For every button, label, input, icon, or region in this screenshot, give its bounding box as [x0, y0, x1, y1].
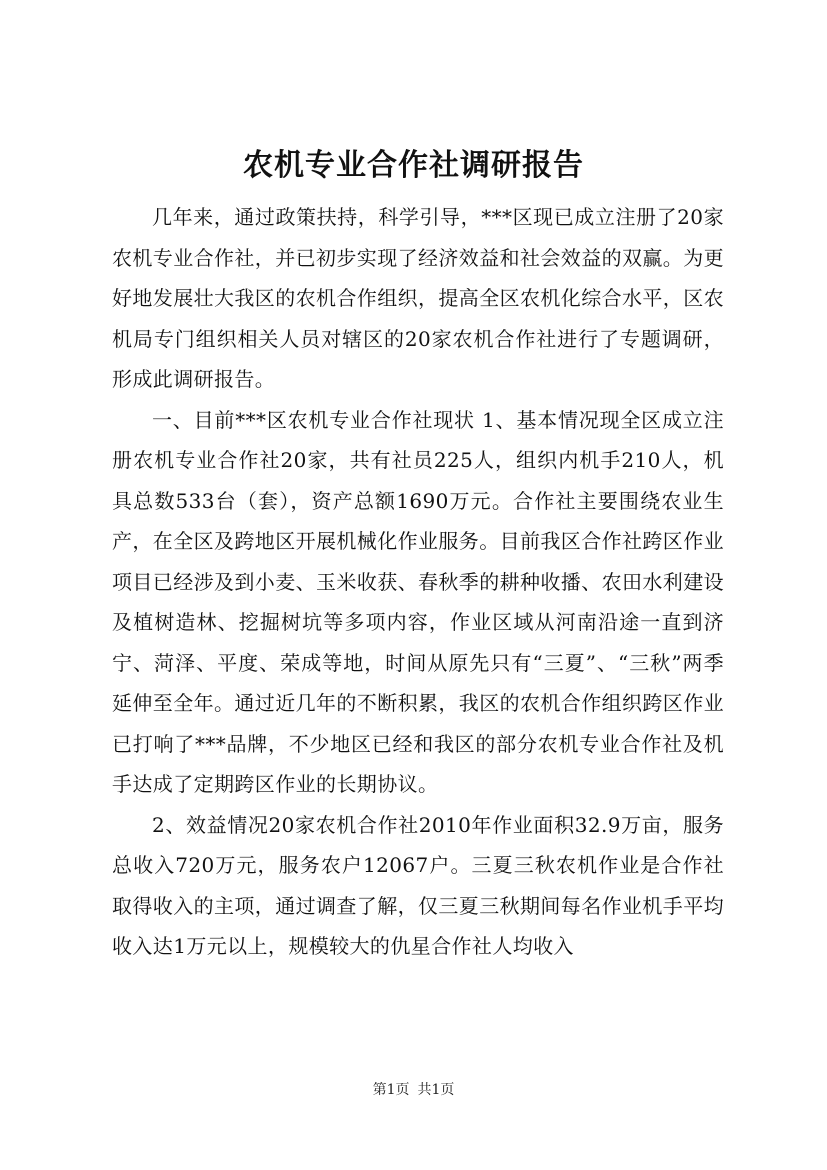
document-body: [112, 197, 724, 967]
page-footer: [0, 1080, 827, 1100]
page-number: 第1页: [372, 1082, 410, 1098]
paragraph-current-status: 一、目前***区农机专业合作社现状 1、基本情况现全区成立注册农机专业合作社20家，共有社员225人，组织内机手210人，机具总数533台（套），资产总额1690万元。合作社主要围绕农业生产，在全区及跨地区开展机械化作业服务。目前我区合作社跨区作业项目已经涉及到小麦、玉米收获、春秋季的耕种收播、农田水利建设及植树造林、挖掘树坑等多项内容，作业区域从河南沿途一直到济宁、菏泽、平度、荣成等地，时间从原先只有“三夏”、“三秋”两季延伸至全年。通过近几年的不断积累，我区的农机合作组织跨区作业已打响了***品牌，不少地区已经和我区的部分农机专业合作社及机手达成了定期跨区作业的长期协议。: [112, 407, 724, 796]
page-total: 共1页: [417, 1082, 455, 1098]
document-title: 农机专业合作社调研报告: [243, 148, 584, 183]
paragraph-intro: 几年来，通过政策扶持，科学引导，***区现已成立注册了20家农机专业合作社，并已初步实现了经济效益和社会效益的双赢。为更好地发展壮大我区的农机合作组织，提高全区农机化综合水平，区农机局专门组织相关人员对辖区的20家农机合作社进行了专题调研，形成此调研报告。: [112, 205, 724, 391]
paragraph-benefits: 2、效益情况20家农机合作社2010年作业面积32.9万亩，服务总收入720万元，服务农户12067户。三夏三秋农机作业是合作社取得收入的主项，通过调查了解，仅三夏三秋期间每名作业机手平均收入达1万元以上，规模较大的仇星合作社人均收入: [112, 812, 724, 958]
